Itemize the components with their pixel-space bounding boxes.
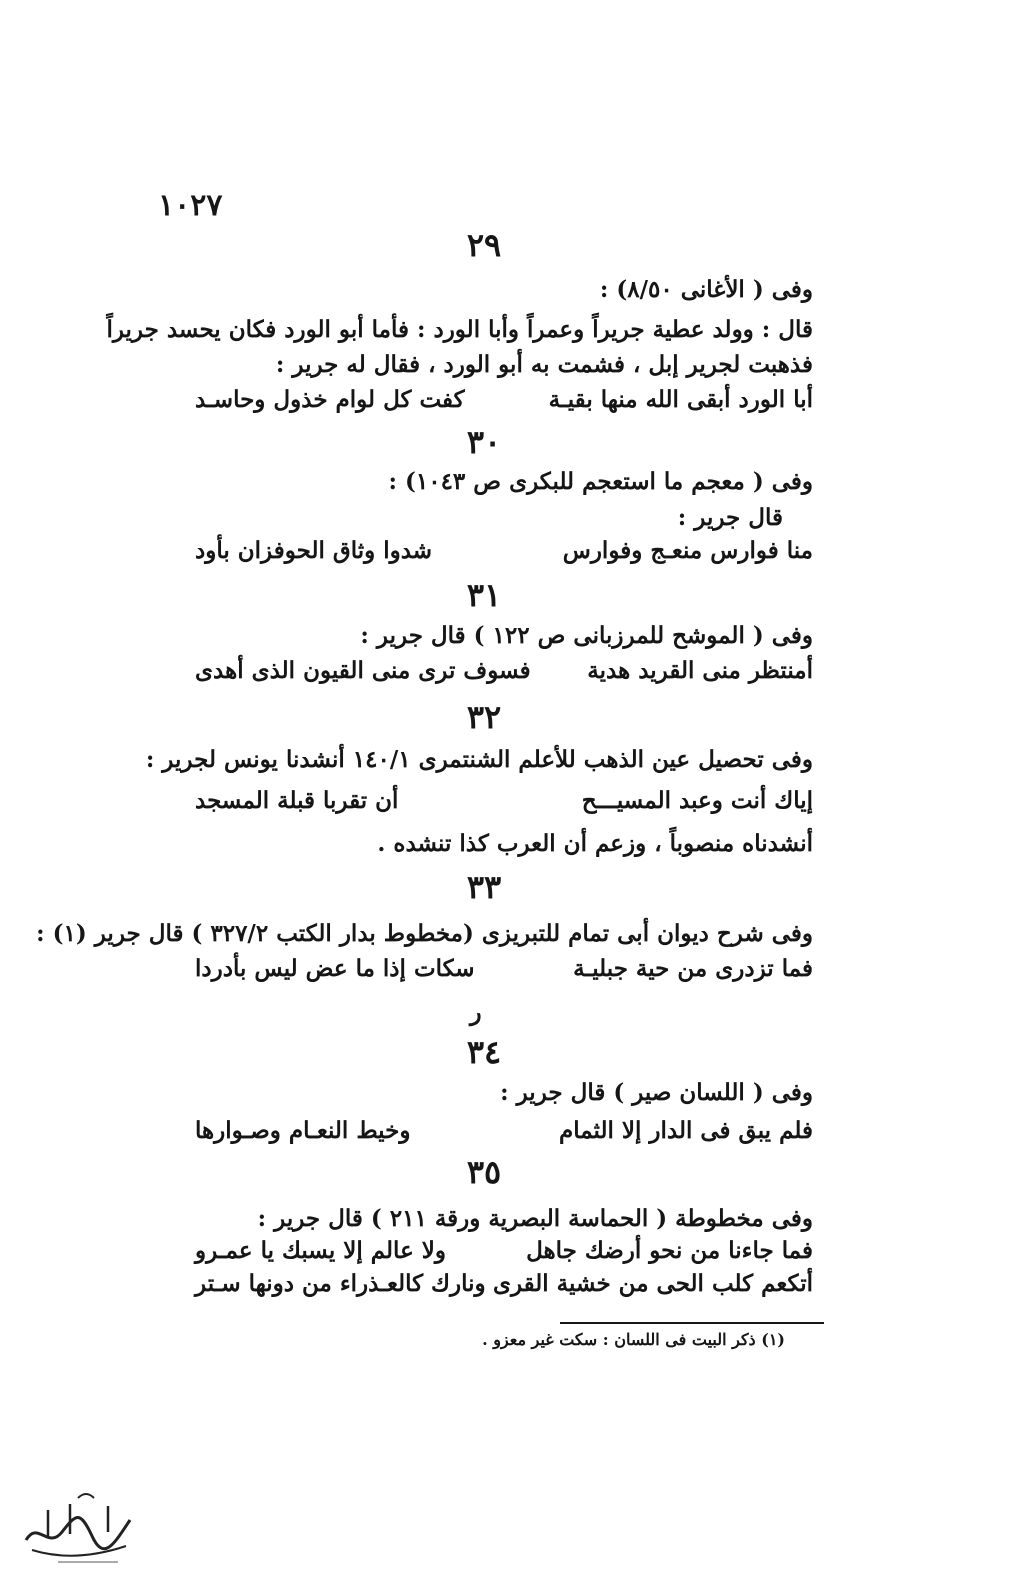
verse-hemistich-first: أبا الورد أبقى الله منها بقيـة bbox=[548, 386, 813, 413]
verse-hemistich-first: إياك أنت وعبد المسيـــح bbox=[581, 787, 813, 814]
verse-hemistich-second: سكات إذا ما عض ليس بأدردا bbox=[195, 955, 475, 982]
section-number: ٣٣ bbox=[466, 868, 502, 906]
verse-hemistich-second: أن تقربا قبلة المسجد bbox=[195, 787, 399, 814]
verse-line bbox=[195, 787, 813, 814]
verse-line bbox=[195, 657, 813, 684]
verse-line bbox=[195, 1117, 813, 1144]
source-line: وفى شرح ديوان أبى تمام للتبريزى (مخطوط بدار الكتب ٣٢٧/٢ ) قال جرير (١) : bbox=[36, 920, 813, 947]
verse-hemistich-second: ولا عالم إلا يسبك يا عمـرو bbox=[195, 1237, 447, 1264]
verse-hemistich-first: فلم يبق فى الدار إلا الثمام bbox=[559, 1117, 813, 1144]
verse-hemistich-second: كفت كل لوام خذول وحاسـد bbox=[195, 386, 465, 413]
section-number: ٣٠ bbox=[466, 423, 502, 461]
verse-hemistich-first: فما تزدرى من حية جبليـة bbox=[573, 955, 813, 982]
text-line: قال جرير : bbox=[677, 504, 783, 531]
verse-line bbox=[195, 1270, 813, 1297]
section-number: ٣٢ bbox=[466, 698, 502, 736]
text-line: أنشدناه منصوباً ، وزعم أن العرب كذا تنشده . bbox=[377, 830, 813, 857]
verse-hemistich-first: فما جاءنا من نحو أرضك جاهل bbox=[526, 1237, 813, 1264]
footnote-divider bbox=[560, 1322, 824, 1324]
source-line: وفى ( اللسان صير ) قال جرير : bbox=[500, 1079, 813, 1106]
section-number: ٣١ bbox=[466, 576, 502, 614]
library-logo-icon bbox=[18, 1480, 138, 1570]
verse-hemistich-first: منا فوارس منعـج وفوارس bbox=[562, 537, 813, 564]
section-number: ٣٤ bbox=[466, 1033, 502, 1071]
verse-line bbox=[195, 955, 813, 982]
source-line: وفى مخطوطة ( الحماسة البصرية ورقة ٢١١ ) قال جرير : bbox=[257, 1205, 813, 1232]
section-number: ٣٥ bbox=[466, 1153, 502, 1191]
text-line: قال : وولد عطية جريراً وعمراً وأبا الورد : فأما أبو الورد فكان يحسد جريراً bbox=[106, 316, 813, 343]
source-line: وفى ( الموشح للمرزبانى ص ١٢٢ ) قال جرير : bbox=[360, 622, 813, 649]
page-number: ١٠٢٧ bbox=[158, 188, 223, 223]
verse-hemistich-second: فسوف ترى منى القيون الذى أهدى bbox=[195, 657, 531, 684]
text-line: فذهبت لجرير إبل ، فشمت به أبو الورد ، فقال له جرير : bbox=[275, 351, 813, 378]
marginal-mark: ر bbox=[470, 997, 482, 1026]
verse-hemistich-second: وخيط النعـام وصـوارها bbox=[195, 1117, 411, 1144]
source-line: وفى ( معجم ما استعجم للبكرى ص ١٠٤٣) : bbox=[388, 468, 813, 495]
source-line: وفى ( الأغانى ٨/٥٠) : bbox=[599, 276, 813, 303]
verse-line bbox=[195, 537, 813, 564]
section-number: ٢٩ bbox=[466, 226, 502, 264]
verse-hemistich-first: أتكعم كلب الحى من خشية القرى bbox=[492, 1270, 813, 1297]
source-line: وفى تحصيل عين الذهب للأعلم الشنتمرى ١٤٠/١ أنشدنا يونس لجرير : bbox=[145, 746, 813, 773]
verse-line bbox=[195, 386, 813, 413]
verse-hemistich-second: شدوا وثاق الحوفزان بأود bbox=[195, 537, 433, 564]
verse-hemistich-second: ونارك كالعـذراء من دونها سـتر bbox=[195, 1270, 486, 1297]
verse-line bbox=[195, 1237, 813, 1264]
footnote: (١) ذكر البيت فى اللسان : سكت غير معزو . bbox=[482, 1330, 785, 1349]
verse-hemistich-first: أمنتظر منى القريد هدية bbox=[587, 657, 813, 684]
